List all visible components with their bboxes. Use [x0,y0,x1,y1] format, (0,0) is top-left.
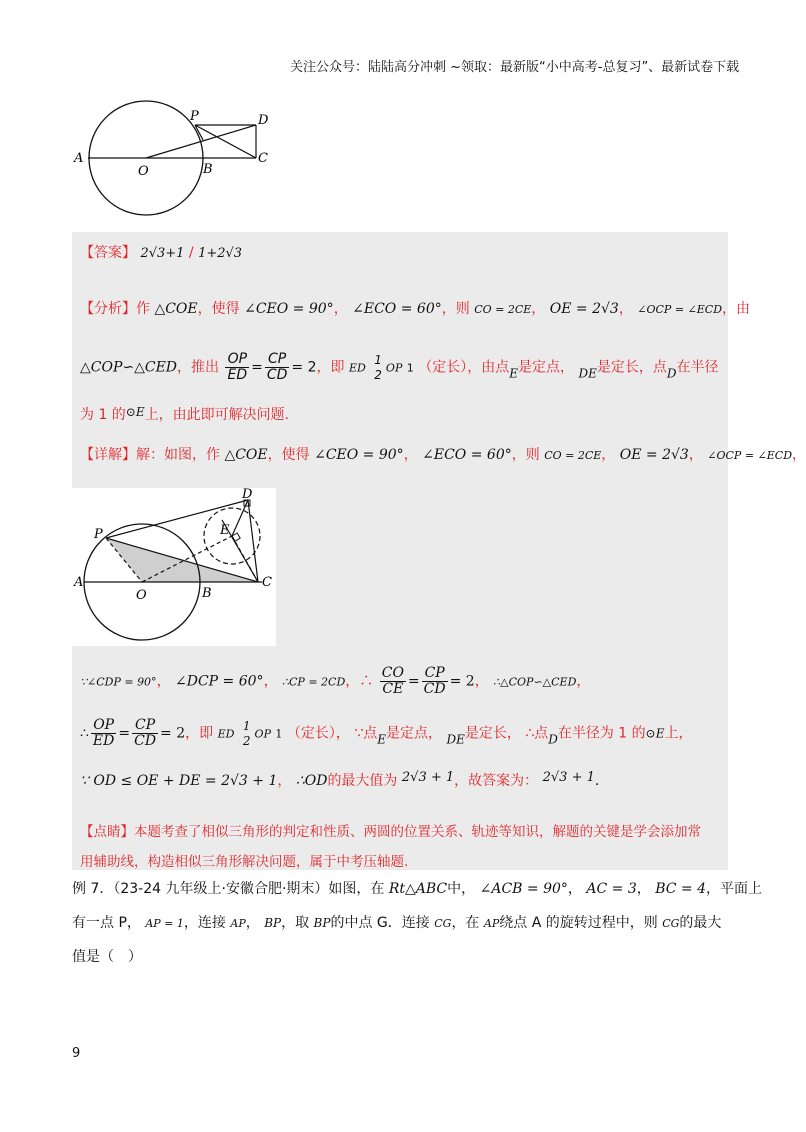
fig1-label-d: D [258,113,269,128]
fig2-label-e: E [220,523,230,538]
answer-value: 2√3+1 [140,246,185,261]
fig2-label-b: B [202,586,212,601]
remark-line-1: 【点睛】本题考查了相似三角形的判定和性质、两圆的位置关系、轨迹等知识，解题的关键是学会添加常 [80,824,701,840]
fig1-label-o: O [138,164,149,179]
detail-line-1: 【详解】解：如图，作 △COE，使得 ∠CEO = 90°， ∠ECO = 60°，则 CO = 2CE， OE = 2√3， ∠OCP = ∠ECD， [80,447,806,463]
fig2-label-a: A [74,575,84,590]
question-line-1: 例 7．（23-24 九年级上·安徽合肥·期末）如图，在 Rt△ABC中， ∠ACB = 90°， AC = 3， BC = 4，平面上 [72,881,762,897]
fig1-label-a: A [74,151,84,166]
analysis-line-2: △COP∽△CED，推出 $\frac{OP}{ED}$ = $\frac{CP}{CD}$ = 2，即 ED 1 2 OP 1 （定长），由点E是定点， DE是定长，点D在半径 [80,351,719,383]
analysis-line-1: 【分析】作 △COE，使得 ∠CEO = 90°， ∠ECO = 60°，则 CO = 2CE， OE = 2√3， ∠OCP = ∠ECD，由 [80,301,751,317]
proof-line-2: ∴ $\frac{OP}{ED}$ = $\frac{CP}{CD}$ = 2，即 ED 1 2 OP 1 （定长）， ∵点E是定点， DE是定长， ∴点D在半径为 1 的⊙E上， [80,717,693,749]
remark-line-2: 用辅助线，构造相似三角形解决问题，属于中考压轴题. [80,854,409,870]
analysis-line-3: 为 1 的⊙E上，由此即可解决问题. [80,405,290,423]
fig1-label-p: P [190,109,199,124]
fig2-label-o: O [136,588,147,603]
proof-line-1: ∵∠CDP = 90°， ∠DCP = 60°， ∴CP = 2CD，∴ $\frac{CO}{CE}$ = $\frac{CP}{CD}$ = 2， ∴△COP∽△CED， [80,665,591,697]
fig1-label-c: C [258,151,268,166]
question-line-3: 值是（ ） [72,949,142,965]
figure-2-construction-diagram [72,488,276,646]
answer-value-2: 1+2√3 [198,246,243,261]
fig1-label-b: B [203,162,213,177]
question-line-2: 有一点 P， AP = 1，连接 AP， BP，取 BP的中点 G．连接 CG，在 AP绕点 A 的旋转过程中，则 CG的最大 [72,915,722,931]
fig2-label-c: C [262,575,272,590]
proof-line-3: ∵ OD ≤ OE + DE = 2√3 + 1， ∴OD的最大值为 2√3 + 1，故答案为： 2√3 + 1. [80,770,600,789]
fig2-label-d: D [242,487,253,502]
page-header: 关注公众号：陆陆高分冲刺 ~领取：最新版“小中高考-总复习”、最新试卷下载 [290,60,740,75]
page-number: 9 [72,1046,81,1061]
answer-line: 【答案】 2√3+1 / 1+2√3 [80,245,243,261]
fig2-label-p: P [94,527,103,542]
figure-1-circle-diagram [70,100,280,225]
